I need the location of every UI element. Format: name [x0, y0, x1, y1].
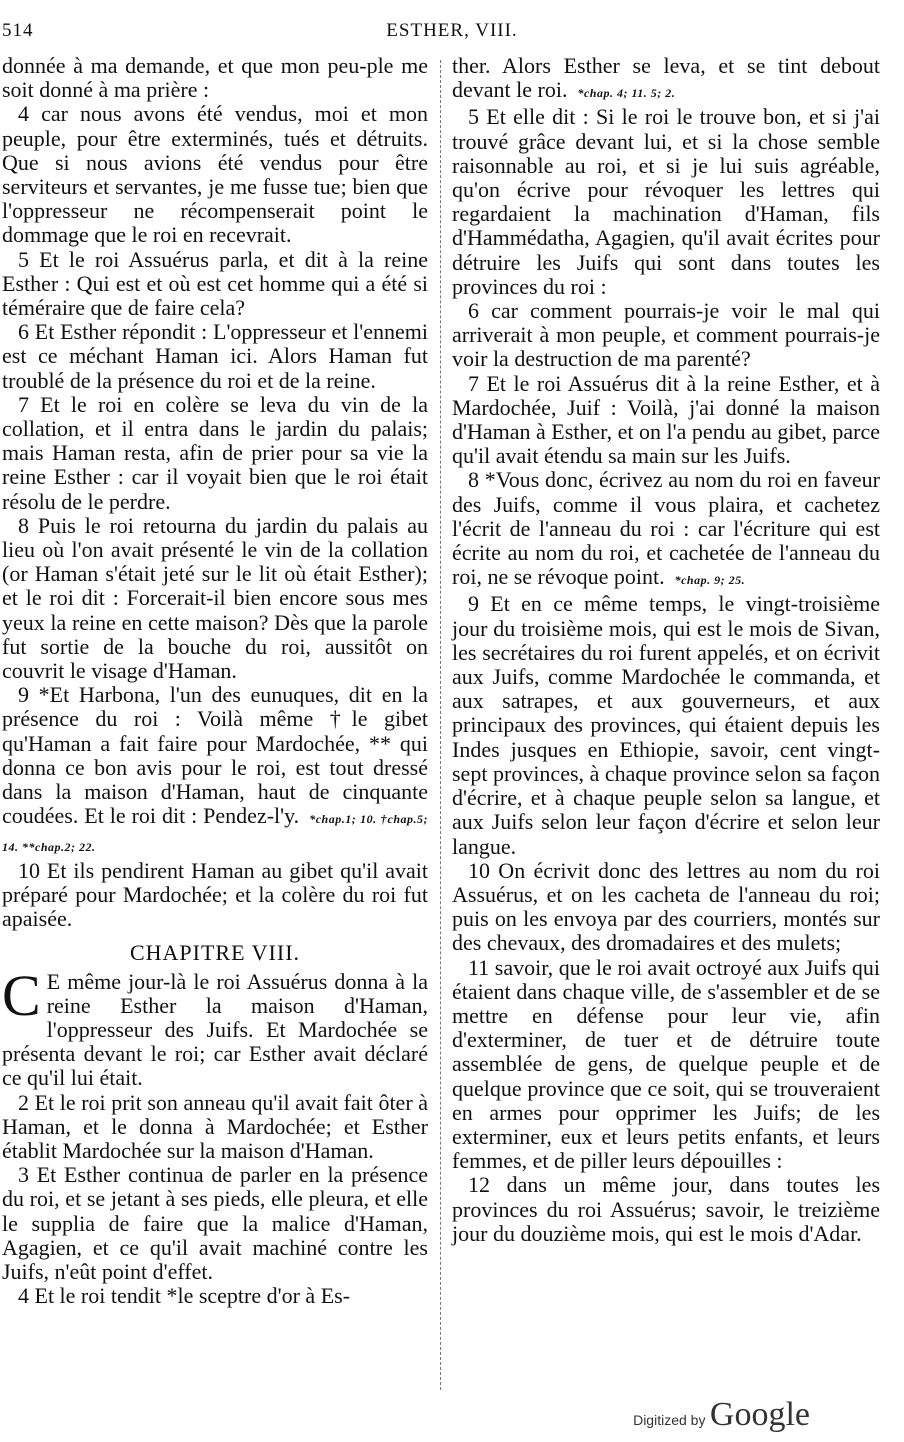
- verse: 2 Et le roi prit son anneau qu'il avait fait ôter à Haman, et le donna à Mardochée; et Esther établit Mardochée sur la maison d'Haman.: [2, 1089, 428, 1163]
- google-logo: Google: [709, 1396, 810, 1433]
- verse-text: E même jour-là le roi Assuérus donna à la reine Esther la maison d'Haman, l'oppresseur des Juifs. Et Mardochée se présenta devant le roi; car Esther avait déclaré ce qu'il lui était.: [2, 968, 428, 1091]
- cross-reference: *chap.1; 10. †chap.5; 14. **chap.2; 22.: [2, 812, 428, 854]
- verse: 10 Et ils pendirent Haman au gibet qu'il avait préparé pour Mardochée; et la colère du roi fut apaisée.: [2, 857, 428, 932]
- verse-text: 9 *Et Harbona, l'un des eunuques, dit en la présence du roi : Voilà même †le gibet qu'Haman a fait faire pour Mardochée, ** qui donna ce bon avis pour le roi, est tout dressé dans la maison d'Haman, haut de cinquante coudées. Et le roi dit : Pendez-l'y.: [2, 682, 428, 829]
- digitization-watermark: [633, 1396, 810, 1434]
- verse-text: 8 *Vous donc, écrivez au nom du roi en faveur des Juifs, comme il vous plaira, et cachetez l'écrit de l'anneau du roi : car l'écriture qui est écrite au nom du roi, et cachetée de l'anneau du roi, ne se révoque point.: [452, 467, 880, 590]
- cross-reference: *chap. 9; 25.: [674, 573, 746, 588]
- drop-cap: C: [2, 962, 41, 1028]
- verse: [452, 54, 880, 105]
- verse: [2, 683, 428, 858]
- verse: 3 Et Esther continua de parler en la présence du roi, et se jetant à ses pieds, elle pleura, et elle le supplia de faire que la malice d'Haman, Agagien, et ce qu'il avait machiné contre les Juifs, n'eût point d'effet.: [2, 1162, 428, 1284]
- verse: 4 car nous avons été vendus, moi et mon peuple, pour être exterminés, tués et détruits. Que si nous avions été vendus pour être serviteurs et servantes, je me fusse tue; bien que l'oppresseur ne récompenserait point le dommage que le roi en recevrait.: [2, 101, 428, 248]
- verse: 10 On écrivit donc des lettres au nom du roi Assuérus, et on les cacheta de l'anneau du roi; puis on les envoya par des courriers, montés sur des chevaux, des dromadaires et des mulets;: [452, 857, 880, 956]
- right-column: [452, 54, 880, 1246]
- verse: 7 Et le roi Assuérus dit à la reine Esther, et à Mardochée, Juif : Voilà, j'ai donné la maison d'Haman à Esther, et on l'a pendu au gibet, parce qu'il avait étendu sa main sur les Juifs.: [452, 370, 880, 469]
- verse-text: ther. Alors Esther se leva, et se tint debout devant le roi.: [452, 53, 880, 103]
- verse: 7 Et le roi en colère se leva du vin de la collation, et il entra dans le jardin du palais; mais Haman resta, afin de prier pour sa vie la reine Esther : car il voyait bien que le roi était résolu de le perdre.: [2, 391, 428, 514]
- page-number: 514: [2, 20, 34, 41]
- page-header: [0, 20, 904, 46]
- verse: 4 Et le roi tendit *le sceptre d'or à Es-: [18, 1283, 351, 1309]
- running-title: ESTHER, VIII.: [386, 20, 518, 41]
- verse: 5 Et le roi Assuérus parla, et dit à la reine Esther : Qui est et où est cet homme qui a été si téméraire que de faire cela?: [2, 246, 428, 321]
- cross-reference: *chap. 4; 11. 5; 2.: [577, 86, 676, 101]
- verse: donnée à ma demande, et que mon peu-ple me soit donné à ma prière :: [2, 53, 428, 103]
- digitized-by-label: Digitized by: [633, 1412, 706, 1428]
- chapter-opening-paragraph: [2, 962, 428, 1091]
- chapter-heading: CHAPITRE VIII.: [129, 940, 301, 966]
- verse: 8 Puis le roi retourna du jardin du palais au lieu où l'on avait présenté le vin de la collation (or Haman s'était jeté sur le lit où était Esther); et le roi dit : Forcerait-il bien encore sous mes yeux la reine en cette maison? Dès que la parole fut sortie de la bouche du roi, aussitôt on couvrit le visage d'Haman.: [2, 512, 428, 684]
- verse: 11 savoir, que le roi avait octroyé aux Juifs qui étaient dans chaque ville, de s'assembler et de se mettre en défense pour leur vie, afin d'exterminer, de tuer et de détruire toute assemblée de gens, de quelque peuple et de quelque province que ce soit, qui se trouveraient en armes pour opprimer les Juifs; de les exterminer, eux et leurs petits enfants, et leurs femmes, et de piller leurs dépouilles :: [452, 954, 880, 1174]
- verse: 9 Et en ce même temps, le vingt-troisième jour du troisième mois, qui est le mois de Sivan, les secrétaires du roi furent appelés, et on écrivit aux Juifs, comme Mardochée le commanda, et aux satrapes, et aux gouverneurs, et aux principaux des provinces, qui étaient depuis les Indes jusques en Ethiopie, savoir, cent vingt-sept provinces, à chaque province selon sa façon d'écrire, et à chaque peuple selon sa langue, et aux Juifs selon leur façon d'écrire et selon leur langue.: [452, 591, 880, 859]
- column-divider: [440, 60, 441, 1390]
- left-column: [2, 54, 428, 1308]
- verse: 6 car comment pourrais-je voir le mal qui arriverait à mon peuple, et comment pourrais-je voir la destruction de ma parenté?: [452, 298, 880, 372]
- verse: 6 Et Esther répondit : L'oppresseur et l'ennemi est ce méchant Haman ici. Alors Haman fut troublé de la présence du roi et de la reine.: [2, 319, 428, 393]
- verse: 12 dans un même jour, dans toutes les provinces du roi Assuérus; savoir, le treizième jour du douzième mois, qui est le mois d'Adar.: [452, 1172, 880, 1246]
- verse: [452, 468, 880, 592]
- verse: 5 Et elle dit : Si le roi le trouve bon, et si j'ai trouvé grâce devant lui, et si la chose semble raisonnable au roi, et si je lui suis agréable, qu'on écrive pour révoquer les lettres qui regardaient la machination d'Haman, fils d'Hammédatha, Agagien, qu'il avait écrites pour détruire les Juifs qui sont dans toutes les provinces du roi :: [452, 104, 880, 299]
